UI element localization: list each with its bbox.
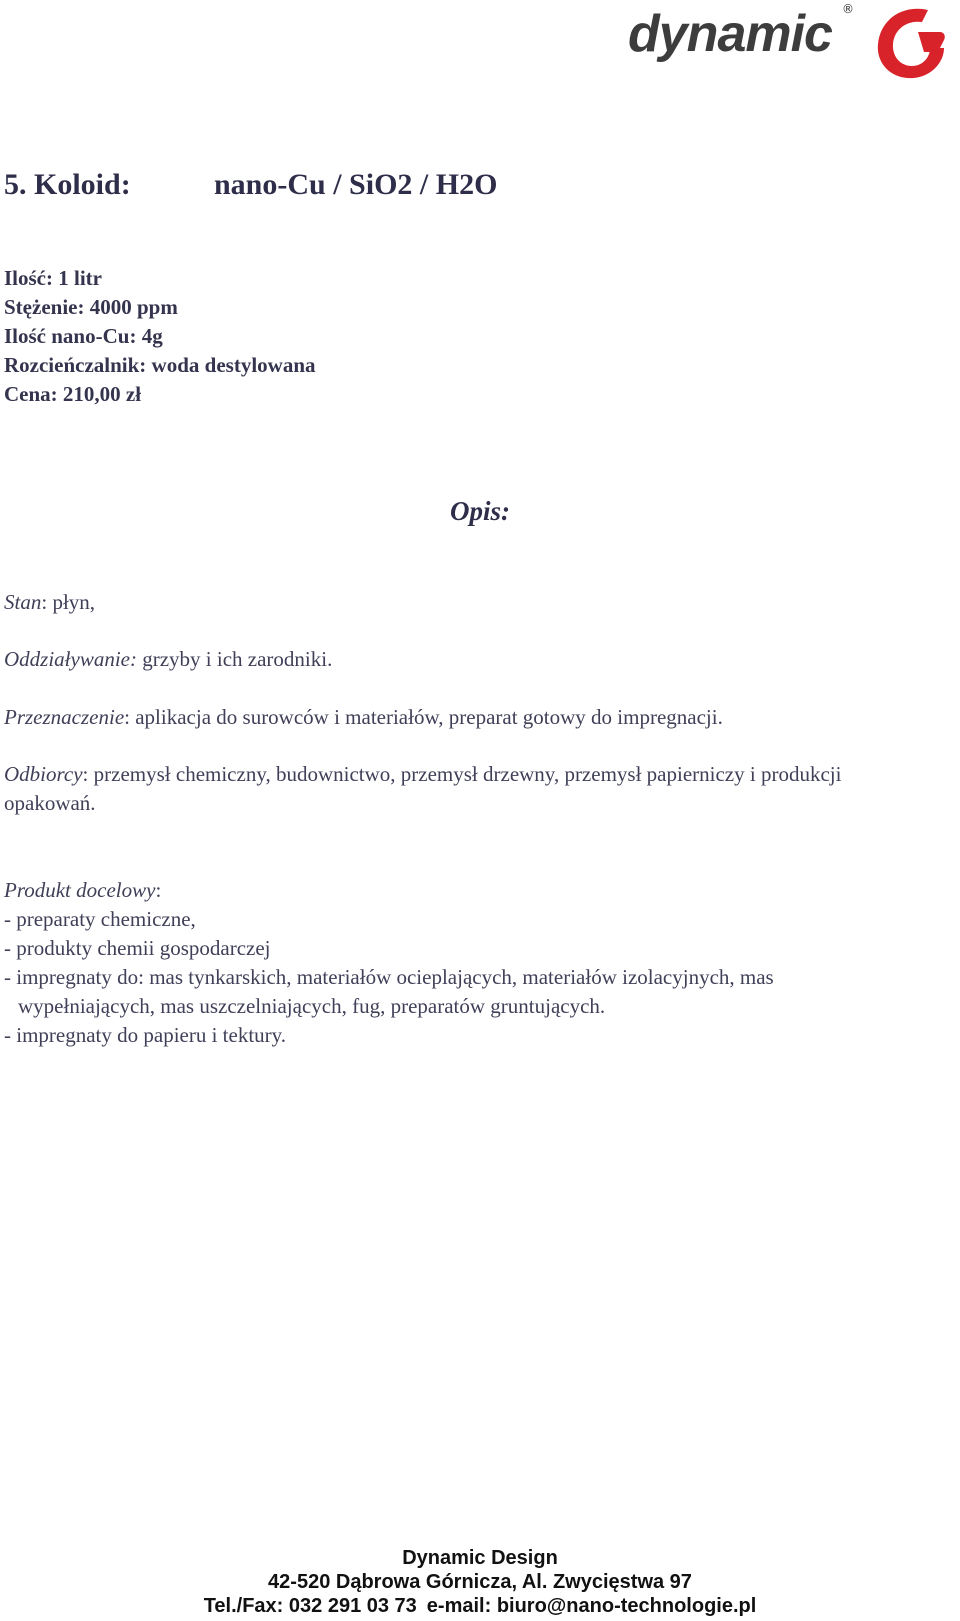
spec-quantity: Ilość: 1 litr	[4, 266, 102, 290]
desc-recipients-label: Odbiorcy	[4, 762, 83, 786]
logo-swirl-icon	[868, 2, 950, 82]
desc-recipients-value: przemysł chemiczny, budownictwo, przemysł drzewny, przemysł papierniczy i produkcji opakowań.	[4, 762, 842, 815]
footer-contact	[0, 1594, 960, 1618]
desc-purpose: Przeznaczenie: aplikacja do surowców i materiałów, preparat gotowy do impregnacji.	[4, 705, 723, 729]
spec-nano-cu-amount: Ilość nano-Cu: 4g	[4, 324, 163, 348]
title-formula: nano-Cu / SiO2 / H2O	[214, 168, 498, 201]
desc-state-value: płyn,	[52, 590, 96, 614]
list-item: - impregnaty do papieru i tektury.	[4, 1023, 287, 1047]
target-heading: Produkt docelowy:	[4, 878, 162, 902]
registered-mark: ®	[842, 2, 854, 16]
spec-list	[4, 264, 316, 409]
desc-purpose-label: Przeznaczenie	[4, 705, 125, 729]
list-item: - impregnaty do: mas tynkarskich, materiałów ocieplających, materiałów izolacyjnych, mas wypełniających, mas uszczelniających, fug, preparatów gruntujących.	[4, 965, 774, 1018]
list-item: - preparaty chemiczne,	[4, 907, 196, 931]
spec-diluent: Rozcieńczalnik: woda destylowana	[4, 353, 316, 377]
page-title	[4, 168, 497, 202]
dynamic-logo	[628, 0, 960, 86]
desc-effect-value: grzyby i ich zarodniki.	[142, 647, 333, 671]
desc-effect-label: Oddziaływanie:	[4, 647, 137, 671]
desc-state-label: Stan	[4, 590, 42, 614]
title-number: 5. Koloid:	[4, 168, 131, 201]
spec-price: Cena: 210,00 zł	[4, 382, 142, 406]
spec-concentration: Stężenie: 4000 ppm	[4, 295, 178, 319]
footer-address: 42-520 Dąbrowa Górnicza, Al. Zwycięstwa 97	[268, 1571, 692, 1593]
footer-email: e-mail: biuro@nano-technologie.pl	[426, 1595, 757, 1617]
desc-effect	[4, 645, 934, 674]
desc-recipients: Odbiorcy: przemysł chemiczny, budownictwo, przemysł drzewny, przemysł papierniczy i produkcji opakowań.	[4, 762, 842, 815]
logo-text: dynamic	[628, 5, 832, 63]
target-products	[4, 876, 934, 1050]
footer-phone: Tel./Fax: 032 291 03 73	[203, 1595, 417, 1617]
desc-purpose-value: aplikacja do surowców i materiałów, preparat gotowy do impregnacji.	[135, 705, 723, 729]
desc-state: Stan: płyn,	[4, 590, 96, 614]
footer	[0, 1546, 960, 1618]
list-item: - produkty chemii gospodarczej	[4, 936, 271, 960]
footer-company: Dynamic Design	[402, 1547, 558, 1569]
description-heading: Opis:	[450, 496, 510, 526]
